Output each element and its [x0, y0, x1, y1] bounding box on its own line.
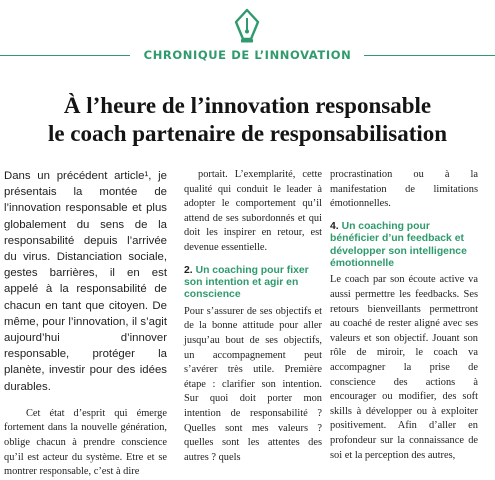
article-column-1: [4, 168, 167, 480]
article-column-2: [184, 168, 322, 465]
section-title: Un coaching pour bénéficier d’un feedback et développer son intelligence émotionnelle: [330, 220, 467, 269]
body-paragraph: Cet état d’esprit qui émerge fortement dans la nouvelle génération, oblige chacun à prendre conscience qu’il est acteur du système. Etre et se montrer responsable, c’est à dire: [4, 407, 167, 478]
header-rule-right: [364, 55, 495, 56]
section-header: [0, 0, 495, 80]
section-heading: [330, 221, 478, 271]
section-number: 4.: [330, 220, 339, 232]
body-paragraph: portait. L’exemplarité, cette qualité qui conduit le leader à adopter le comportement qu’il attend de ses subordonnés et qui doit les inspirer en retour, est devenue essentielle.: [184, 169, 322, 253]
section-number: 2.: [184, 264, 193, 276]
article-title-line-2: le coach partenaire de responsabilisation: [47, 121, 448, 146]
article-lede: Dans un précédent article¹, je présentais la montée de l’innovation responsable et plus globalement du sens de la responsabilité depuis l’arrivée du virus. Distanciation sociale, gestes barrières, il en est appelé à la responsabilité de chacun en tant que citoyen. De même, pour l’innovation, il s’agit aujourd’hui d’innover responsable, protéger la planète, investir pour des idées durables.: [4, 170, 167, 393]
body-paragraph: Pour s’assurer de ses objectifs et de la bonne attitude pour aller jusqu’au bout de ses objectifs, un accompagnement peut s’avérer très utile. Première étape : clarifier son intention. Sur quoi doit porter mon intention de responsabilité ? Quelles sont mes valeurs ? quelles sont les attentes des autres ? quels: [184, 305, 322, 463]
section-title: Un coaching pour fixer son intention et agir en conscience: [184, 264, 309, 301]
fountain-pen-nib-icon: [232, 8, 262, 44]
section-label: CHRONIQUE DE L’INNOVATION: [143, 48, 352, 62]
article-column-3: [330, 168, 478, 463]
body-paragraph: Le coach par son écoute active va aussi permettre les feedbacks. Ses retours bienveillants permettront au coaché de rester aligné avec ses valeurs et son objectif. Jouant son rôle de miroir, le coach va accompagner la prise de conscience des actions à encourager ou modifier, des soft skills à développer ou à exploiter positivement. Afin d’aller en profondeur sur la connaissance de soi et la perception des autres,: [330, 274, 478, 461]
article-title: [0, 92, 495, 148]
article-title-line-1: À l’heure de l’innovation responsable: [63, 93, 432, 118]
body-paragraph: procrastination ou à la manifestation de limitations émotionnelles.: [330, 169, 478, 210]
section-heading: [184, 265, 322, 302]
